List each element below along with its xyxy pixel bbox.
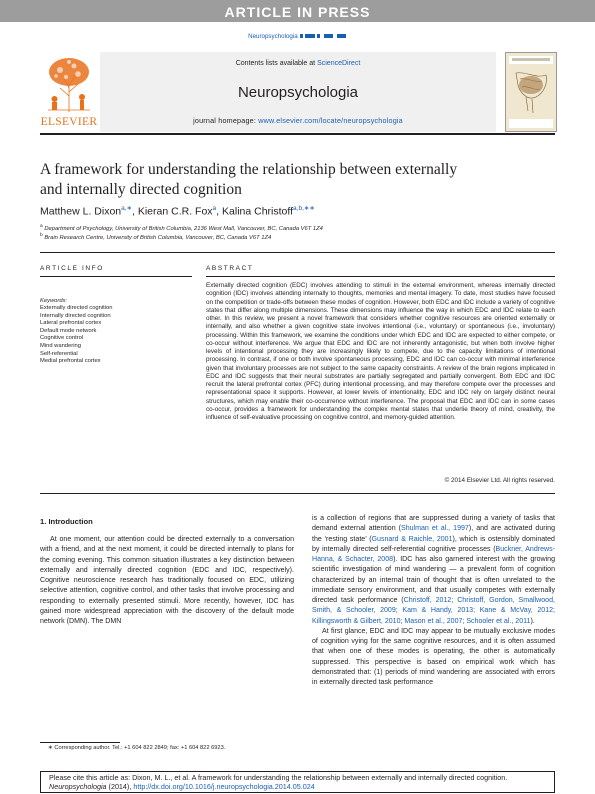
body-left-column	[40, 535, 294, 627]
journal-homepage	[100, 116, 496, 125]
author-marks[interactable]: a,∗	[121, 205, 132, 212]
affiliation-text: Brain Research Centre, University of British Columbia, Vancouver, BC, Canada V6T 1Z4	[44, 234, 272, 241]
affiliation-mark: a	[40, 224, 43, 229]
footnote-rule	[40, 742, 120, 743]
article-title	[40, 160, 540, 200]
citation-link[interactable]: Shulman et al., 1997	[401, 525, 469, 533]
banner-text: ARTICLE IN PRESS	[224, 4, 371, 20]
placeholder-block	[305, 34, 315, 38]
placeholder-block	[337, 34, 346, 38]
keyword-item: Internally directed cognition	[40, 312, 111, 319]
top-citation-journal: Neuropsychologia	[248, 33, 298, 40]
top-citation[interactable]	[0, 33, 595, 40]
journal-cover-thumbnail[interactable]	[505, 52, 557, 132]
keyword-item: Externally directed cognition	[40, 305, 113, 311]
body-right-column	[312, 514, 555, 688]
cite-year: (2014),	[108, 782, 132, 792]
author-name[interactable]: Kieran C.R. Fox	[137, 205, 213, 218]
text-run: ), which is ostensibly dominated by internally directed self-referential cognitive processes (	[312, 535, 555, 553]
elsevier-wordmark: ELSEVIER	[40, 116, 98, 128]
affiliation-b	[40, 233, 540, 241]
contents-line	[100, 60, 496, 67]
cite-journal: Neuropsychologia	[49, 782, 107, 792]
placeholder-block	[324, 34, 333, 38]
text-run: is a collection of regions that are suppressed during a variety of tasks that demand external attention (	[312, 515, 555, 533]
abstract-rule	[206, 276, 555, 277]
citation-link[interactable]: Christoff, 2012; Christoff, Gordon, Smallwood, Smith, & Schooler, 2009; Kam & Handy, 2013; Kane & McVay, 2012; Killingsworth & Gilbert, 2010; Mason et al., 2007; Schooler et al., 2011	[312, 597, 555, 625]
abstract-heading: ABSTRACT	[206, 265, 254, 272]
copyright-notice: © 2014 Elsevier Ltd. All rights reserved.	[444, 477, 555, 484]
abstract-bottom-rule	[40, 493, 555, 494]
title-line-1: A framework for understanding the relationship between externally	[40, 161, 458, 178]
keyword-item: Lateral prefrontal cortex	[40, 320, 102, 327]
affiliation-mark: b	[40, 233, 43, 238]
keyword-item: Medial prefrontal cortex	[40, 358, 101, 365]
journal-name: Neuropsychologia	[237, 84, 359, 101]
title-line-2: and internally directed cognition	[40, 181, 242, 198]
abstract-text: Externally directed cognition (EDC) involves attending to stimuli in the external environment, whereas internally directed cognition (IDC) involves attending internally to thoughts, memories and mental imagery. To date, most studies have focused on the competition or trade-offs between these modes of cognition. However, both EDC and IDC include a variety of cognitive states that differ along multiple dimensions. These dimensions may influence the way in which EDC and IDC relate to each other. In this review, we present a novel framework that considers whether cognitive resources are oriented externally or internally, and also whether a given cognitive state involves intentional (i.e., voluntary) or spontaneous (i.e., involuntary) processing. Within this framework, we examine the conditions under which EDC and IDC are expected to either compete, or co-occur without interference. We argue that EDC and IDC are not inherently antagonistic, but when both involve higher levels of intentional processing they are increasingly likely to compete, due to the capacity limitations of intentional processing. In contrast, if one or both involve spontaneous processing, EDC and IDC can co-occur with minimal interference given that involuntary processes are not subject to the same capacity constraints. A review of the brain regions implicated in EDC and IDC suggests that their neural substrates are partially segregated and partially convergent. Both EDC and IDC recruit the lateral prefrontal cortex (PFC) during intentional processing, and may therefore compete over the processes and representational space it supports. However, at lower levels of intentionality, EDC and IDC rely on largely distinct neural structures, which may enable their co-occurrence without interference. The proposal that EDC and IDC can in some cases co-occur, provides a framework for understanding the complex mental states that underlie theory of mind, creativity, the influence of self-evaluative processing on cognitive control, and memory-guided attention.	[206, 282, 555, 421]
author-name[interactable]: Kalina Christoff	[222, 205, 294, 218]
keywords-label: Keywords:	[40, 298, 68, 304]
keyword-list	[40, 305, 113, 366]
keyword-item: Self-referential	[40, 350, 78, 357]
article-info-heading: ARTICLE INFO	[40, 265, 104, 272]
author-name[interactable]: Matthew L. Dixon	[40, 205, 122, 218]
body-paragraph	[312, 514, 555, 627]
placeholder-block	[300, 34, 303, 38]
homepage-prefix: journal homepage:	[193, 116, 257, 125]
text-run: ), and are activated during the ‘resting state’ (	[312, 525, 556, 543]
sciencedirect-link[interactable]: ScienceDirect	[317, 60, 361, 67]
homepage-link[interactable]: www.elsevier.com/locate/neuropsychologia	[258, 116, 403, 125]
elsevier-tree-logo	[40, 52, 98, 114]
placeholder-block	[317, 34, 320, 38]
body-paragraph: At first glance, EDC and IDC may appear to be mutually exclusive modes of cognition vying for the same cognitive resources, and it is often assumed that when one of these modes is operating, the other is automatically suppressed. This perspective is based on empirical work which has demonstrated that: (1) periods of mind wandering are associated with errors in externally directed task performance	[312, 627, 555, 686]
author-marks[interactable]: a,b,∗∗	[293, 205, 315, 212]
footnote-corresponding-1: ∗ Corresponding author. Tel.: +1 604 822 2849; fax: +1 604 822 6923.	[48, 745, 226, 751]
contents-prefix: Contents lists available at	[235, 60, 316, 67]
cite-prefix: Please cite this article as: Dixon, M. L., et al. A framework for understanding the relationship between externally and internally directed cognition.	[49, 773, 508, 782]
citation-box	[40, 771, 555, 793]
affiliation-text: Department of Psychology, University of British Columbia, 2136 West Mall, Vancouver, BC, Canada V6T 1Z4	[44, 225, 323, 232]
keyword-item: Cognitive control	[40, 335, 84, 342]
text-run: ). IDC has also garnered interest with the growing scientific investigation of mind wandering — a prevalent form of cognition characterized by an internal train of thought that is often unrelated to the immediate sensory environment, and that usually competes with externally directed task performance (	[312, 556, 555, 604]
author-list: Matthew L. Dixon$^{a,∗}$, Kieran C.R. Fox$^a$, Kalina Christoff$^{a,b,∗∗}$	[40, 205, 315, 218]
citation-link[interactable]: Buckner, Andrews-Hanna, & Schacter, 2008	[312, 545, 555, 563]
body-paragraph: At one moment, our attention could be directed externally to a conversation with a friend, and at the next moment, it could be directed internally to plans for the coming evening. This common situation illustrates a key distinction between externally and internally directed cognition (EDC and IDC, respectively). Cognitive neuroscience research has traditionally focused on EDC, utilizing selective attention, cognitive control, and other tasks that involve processing and responding to externally presented stimuli. More recently, however, IDC has gained more widespread appreciation with the discovery of the default mode network (DMN). The DMN	[40, 536, 294, 625]
text-run: ).	[530, 617, 535, 625]
title-divider	[40, 252, 555, 253]
footnotes	[40, 745, 290, 752]
article-info-rule	[40, 276, 192, 277]
author-marks[interactable]: a	[212, 205, 217, 212]
citation-link[interactable]: Gusnard & Raichle, 2001	[371, 535, 453, 543]
affiliation-a	[40, 224, 540, 232]
section-heading-introduction: 1. Introduction	[40, 517, 93, 526]
keyword-item: Default mode network	[40, 327, 97, 334]
keyword-item: Mind wandering	[40, 342, 81, 349]
header-rule	[40, 133, 555, 135]
cite-doi-link[interactable]: http://dx.doi.org/10.1016/j.neuropsychologia.2014.05.024	[133, 782, 315, 792]
